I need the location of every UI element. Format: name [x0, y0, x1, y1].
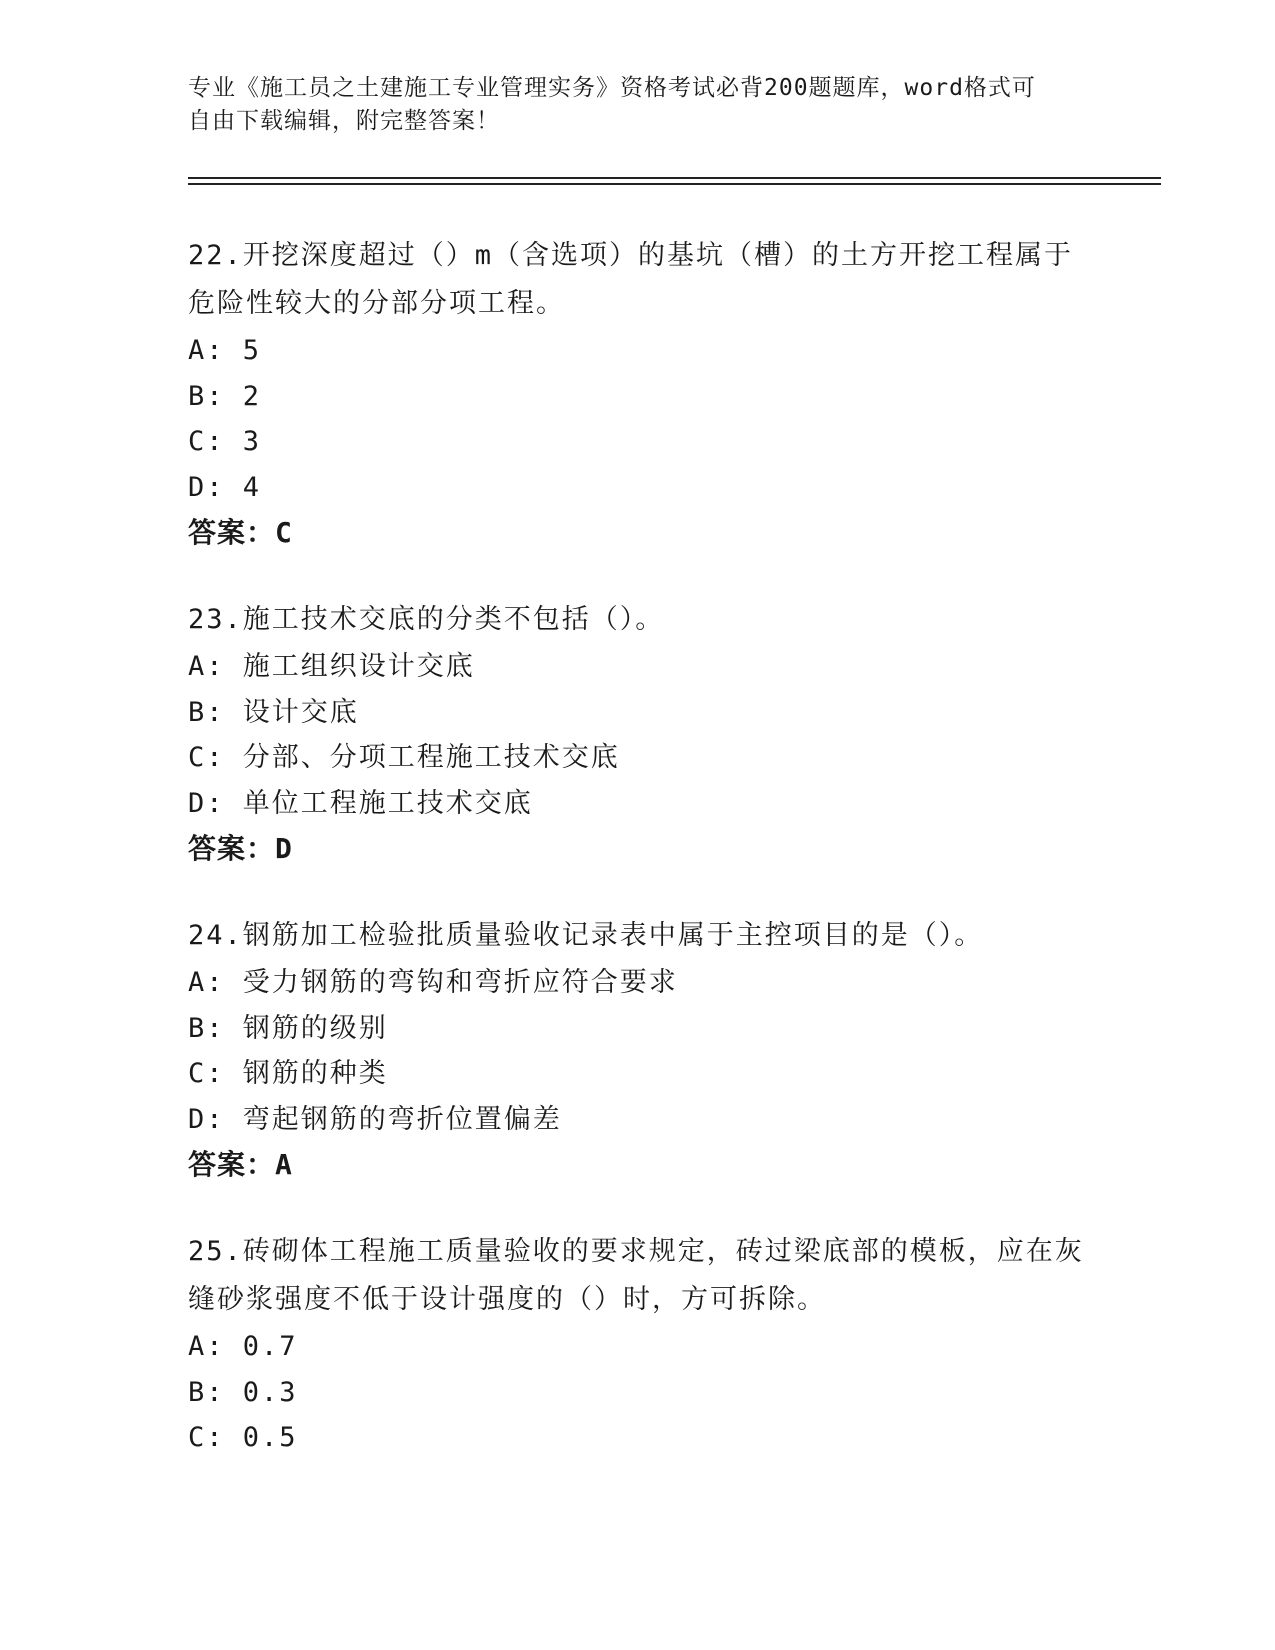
document-header — [188, 72, 1088, 138]
option-b: B: 2 — [188, 380, 262, 412]
question-stem — [188, 912, 1118, 960]
option-a: A: 受力钢筋的弯钩和弯折应符合要求 — [188, 967, 678, 998]
option-d: D: 4 — [188, 471, 262, 503]
option-a: A: 0.7 — [188, 1331, 298, 1362]
question-stem — [188, 232, 1118, 328]
header-line-2: 自由下载编辑，附完整答案！ — [188, 108, 500, 134]
header-divider-bottom — [188, 183, 1161, 185]
answer: 答案：D — [188, 832, 293, 865]
stem-line: 23.施工技术交底的分类不包括（）。 — [188, 604, 665, 635]
option-b: B: 钢筋的级别 — [188, 1012, 388, 1044]
option-d: D: 弯起钢筋的弯折位置偏差 — [188, 1103, 562, 1135]
header-line-1: 专业《施工员之土建施工专业管理实务》资格考试必背200题题库，word格式可 — [188, 75, 1036, 101]
question-24 — [188, 912, 1118, 1188]
question-stem — [188, 596, 1118, 644]
answer: 答案：C — [188, 516, 293, 549]
question-22 — [188, 232, 1118, 556]
stem-line: 24.钢筋加工检验批质量验收记录表中属于主控项目的是（）。 — [188, 920, 984, 951]
stem-line: 22.开挖深度超过（）m（含选项）的基坑（槽）的土方开挖工程属于 — [188, 240, 1074, 271]
answer: 答案：A — [188, 1148, 293, 1181]
option-a: A: 施工组织设计交底 — [188, 651, 475, 682]
header-divider-top — [188, 177, 1161, 179]
question-23 — [188, 596, 1118, 872]
option-c: C: 钢筋的种类 — [188, 1058, 388, 1089]
stem-line: 25.砖砌体工程施工质量验收的要求规定，砖过梁底部的模板，应在灰 — [188, 1236, 1084, 1267]
question-25 — [188, 1228, 1118, 1461]
option-b: B: 0.3 — [188, 1376, 298, 1408]
option-b: B: 设计交底 — [188, 696, 359, 728]
option-c: C: 3 — [188, 426, 262, 457]
option-c: C: 0.5 — [188, 1422, 298, 1453]
stem-line: 危险性较大的分部分项工程。 — [188, 288, 565, 319]
stem-line: 缝砂浆强度不低于设计强度的（）时，方可拆除。 — [188, 1284, 826, 1315]
option-a: A: 5 — [188, 335, 262, 366]
option-d: D: 单位工程施工技术交底 — [188, 787, 533, 819]
question-stem — [188, 1228, 1118, 1324]
option-c: C: 分部、分项工程施工技术交底 — [188, 742, 620, 773]
question-list — [188, 232, 1118, 1501]
